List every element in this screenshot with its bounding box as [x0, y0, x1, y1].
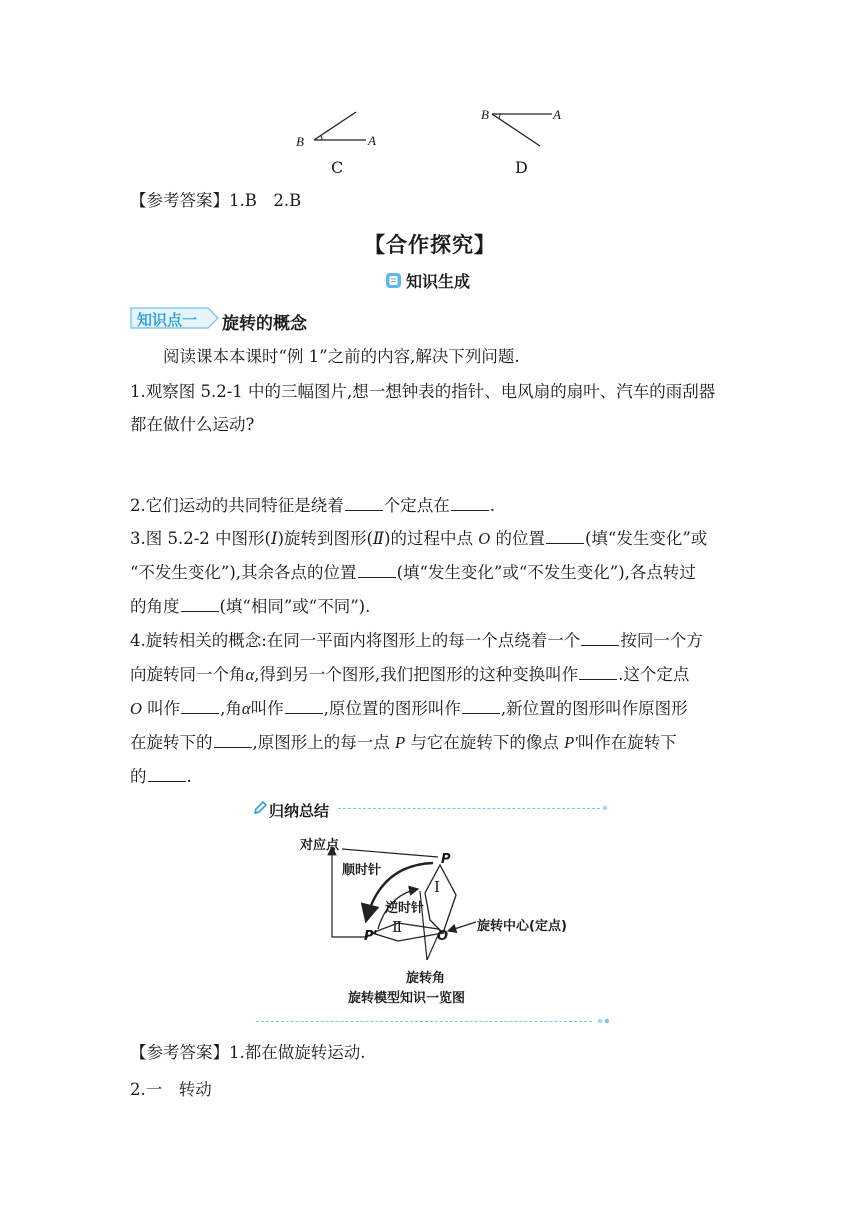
- subsection-heading: 知识生成: [385, 269, 470, 292]
- question-1-line-2: 都在做什么运动?: [130, 415, 255, 434]
- question-3-line-3: 的角度 (填“相同”或“不同”).: [130, 597, 371, 616]
- blank[interactable]: [358, 563, 396, 578]
- label-rotation-center: 旋转中心(定点): [477, 919, 567, 934]
- figure-d-label: D: [515, 158, 528, 177]
- blank[interactable]: [462, 699, 500, 714]
- blank[interactable]: [451, 496, 489, 511]
- label-clockwise: 顺时针: [342, 863, 382, 878]
- blank[interactable]: [181, 699, 219, 714]
- summary-pencil-icon: [252, 800, 268, 816]
- section-title: 【合作探究】: [364, 232, 496, 257]
- question-3-line-2: “不发生变化”),其余各点的位置 (填“发生变化”或“不发生变化”),各点转过: [130, 563, 696, 582]
- book-icon: [385, 272, 402, 289]
- diagram-caption: 旋转模型知识一览图: [348, 991, 466, 1006]
- question-4-line-2: 向旋转同一个角α,得到另一个图形,我们把图形的这种变换叫作 .这个定点: [130, 665, 690, 684]
- label-p-prime: P': [364, 929, 378, 944]
- question-4-line-5: 的 .: [130, 767, 192, 786]
- label-o: O: [437, 929, 449, 944]
- question-2: 2.它们运动的共同特征是绕着 个定点在 .: [130, 496, 495, 515]
- intro-text: 阅读课本本课时“例 1”之前的内容,解决下列问题.: [163, 347, 520, 366]
- label-rotation-angle: 旋转角: [406, 971, 446, 986]
- figure-c: [290, 100, 390, 160]
- blank[interactable]: [214, 733, 252, 748]
- summary-top-divider: [338, 808, 600, 809]
- answer-2: 【参考答案】1.都在做旋转运动.: [130, 1043, 366, 1062]
- question-3-line-1: 3.图 5.2-2 中图形(Ⅰ)旋转到图形(Ⅱ)的过程中点 O 的位置 (填“发生变化”或: [130, 529, 708, 548]
- question-4-line-1: 4.旋转相关的概念:在同一平面内将图形上的每一个点绕着一个 按同一个方: [130, 631, 703, 650]
- question-1-line-1: 1.观察图 5.2-1 中的三幅图片,想一想钟表的指针、电风扇的扇叶、汽车的雨刮器: [130, 382, 716, 401]
- blank[interactable]: [546, 529, 584, 544]
- figure-d-point-a: A: [553, 107, 561, 122]
- label-shape-1: Ⅰ: [434, 878, 440, 896]
- summary-dots-top: [601, 803, 615, 813]
- figure-c-point-b: B: [296, 134, 304, 149]
- figure-c-point-a: A: [368, 133, 376, 148]
- label-shape-2: Ⅱ: [392, 918, 403, 936]
- summary-title: 归纳总结: [269, 802, 330, 820]
- blank[interactable]: [581, 631, 619, 646]
- figure-c-label: C: [331, 158, 344, 177]
- question-4-line-4: 在旋转下的 ,原图形上的每一点 P 与它在旋转下的像点 P'叫作在旋转下: [130, 733, 677, 752]
- label-p: P: [441, 852, 451, 867]
- knowledge-point-tag: 知识点一: [137, 311, 198, 329]
- knowledge-point-title: 旋转的概念: [222, 314, 307, 334]
- blank[interactable]: [181, 597, 219, 612]
- answer-1: 【参考答案】1.B 2.B: [130, 191, 302, 210]
- blank[interactable]: [148, 767, 186, 782]
- summary-bottom-divider: [256, 1021, 592, 1022]
- blank[interactable]: [285, 699, 323, 714]
- figure-d: [480, 100, 580, 160]
- blank[interactable]: [345, 496, 383, 511]
- summary-dots: [596, 1016, 614, 1026]
- label-counterclockwise: 逆时针: [385, 901, 425, 916]
- figure-d-point-b: B: [481, 107, 489, 122]
- question-4-line-3: O 叫作 ,角α叫作 ,原位置的图形叫作 ,新位置的图形叫作原图形: [130, 699, 688, 718]
- label-corresponding-point: 对应点: [300, 838, 340, 853]
- blank[interactable]: [579, 665, 617, 680]
- answer-2-line-2: 2.一 转动: [130, 1080, 212, 1099]
